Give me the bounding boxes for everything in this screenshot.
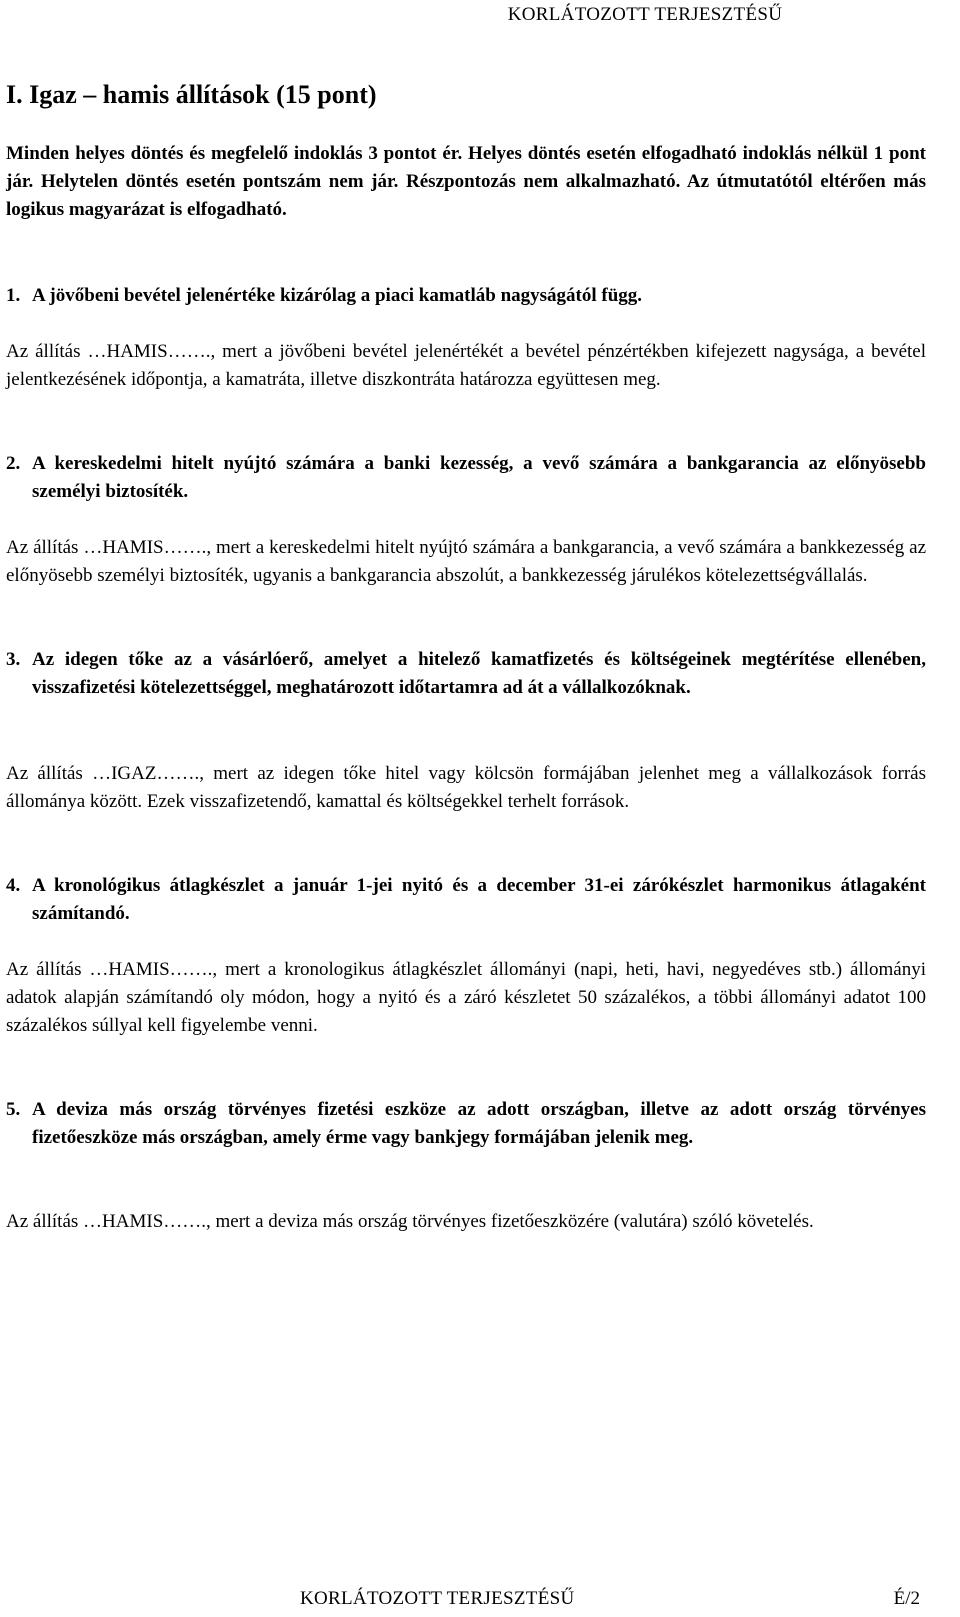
section-title: I. Igaz – hamis állítások (15 pont) <box>6 80 377 109</box>
answer-3: Az állítás …IGAZ……., mert az idegen tőke hitel vagy kölcsön formájában jelenhet meg a vállalkozások forrás állománya között. Ezek visszafizetendő, kamattal és költségekkel terhelt források. <box>6 763 926 812</box>
statement-4: 4. A kronológikus átlagkészlet a január 1-jei nyitó és a december 31-ei zárókészlet harmonikus átlagaként számítandó. <box>6 875 926 924</box>
answer-4: Az állítás …HAMIS……., mert a kronologikus átlagkészlet állományi (napi, heti, havi, negyedéves stb.) állományi adatok alapján számítandó oly módon, hogy a nyitó és a záró készletet 50 százalékos, a többi állományi adatot 100 százalékos súllyal kell figyelembe venni. <box>6 959 926 1036</box>
page-header: KORLÁTOZOTT TERJESZTÉSŰ <box>507 4 783 25</box>
page-number: É/2 <box>893 1588 920 1609</box>
verdict-2: HAMIS <box>102 537 164 558</box>
answer-5: Az állítás …HAMIS……., mert a deviza más ország törvényes fizetőeszközére (valutára) szóló követelés. <box>6 1211 814 1232</box>
verdict-5: HAMIS <box>102 1211 164 1232</box>
statement-5: 5. A deviza más ország törvényes fizetési eszköze az adott országban, illetve az adott ország törvényes fizetőeszköze más országban, amely érme vagy bankjegy formájában jelenik meg. <box>6 1099 926 1148</box>
answer-1: Az állítás …HAMIS……., mert a jövőbeni bevétel jelenértékét a bevétel pénzértékben kifejezett nagysága, a bevétel jelentkezésének időpontja, a kamatráta, illetve diszkontráta határozza együttesen meg. <box>6 341 926 390</box>
statement-1: 1. A jövőbeni bevétel jelenértéke kizárólag a piaci kamatláb nagyságától függ. <box>6 285 643 306</box>
verdict-4: HAMIS <box>108 959 170 980</box>
answer-2: Az állítás …HAMIS……., mert a kereskedelmi hitelt nyújtó számára a bankgarancia, a vevő számára a bankkezesség az előnyösebb személyi biztosíték, ugyanis a bankgarancia abszolút, a bankkezesség járulékos kötelezettségvállalás. <box>6 537 927 586</box>
verdict-3: IGAZ <box>111 763 157 784</box>
footer-label: KORLÁTOZOTT TERJESZTÉSŰ <box>300 1588 575 1609</box>
statement-3: 3. Az idegen tőke az a vásárlóerő, amelyet a hitelező kamatfizetés és költségeinek megtérítése ellenében, visszafizetési kötelezettséggel, meghatározott időtartamra ad át a vállalkozóknak. <box>6 649 926 698</box>
scoring-instructions: Minden helyes döntés és megfelelő indoklás 3 pontot ér. Helyes döntés esetén elfogadható indoklás nélkül 1 pont jár. Helytelen döntés esetén pontszám nem jár. Részpontozás nem alkalmazható. Az útmutatótól eltérően más logikus magyarázat is elfogadható. <box>6 143 926 220</box>
statement-2: 2. A kereskedelmi hitelt nyújtó számára a banki kezesség, a vevő számára a bankgarancia az előnyösebb személyi biztosíték. <box>6 453 926 502</box>
verdict-1: HAMIS <box>106 341 168 362</box>
